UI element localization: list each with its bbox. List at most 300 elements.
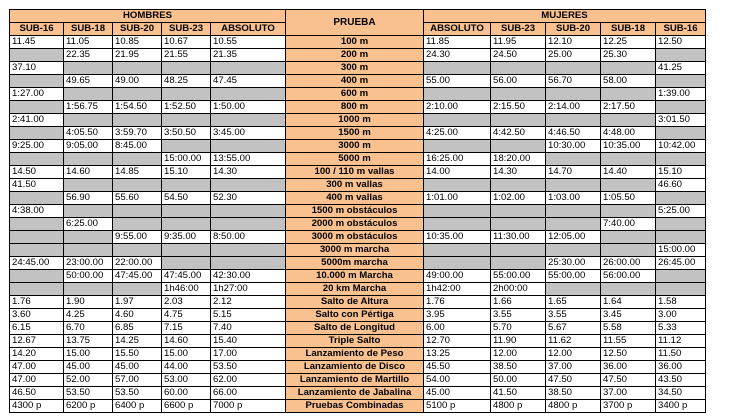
mujeres-mark-cell (491, 88, 546, 101)
hombres-mark-cell: 53.00 (162, 374, 211, 387)
hombres-mark-cell: 54.50 (162, 192, 211, 205)
hombres-mark-cell: 1:27.00 (10, 88, 64, 101)
hombres-mark-cell: 4:38.00 (10, 205, 64, 218)
hombres-mark-cell: 1h46:00 (162, 283, 211, 296)
hombres-mark-cell (10, 231, 64, 244)
mujeres-mark-cell: 2:15.50 (491, 101, 546, 114)
hombres-mark-cell (162, 114, 211, 127)
mujeres-mark-cell: 58.00 (601, 75, 656, 88)
mujeres-mark-cell: 1:05.50 (601, 192, 656, 205)
hombres-mark-cell: 3:45.00 (211, 127, 286, 140)
hombres-mark-cell: 3:50.50 (162, 127, 211, 140)
hombres-mark-cell (113, 179, 162, 192)
hombres-mark-cell: 1h27:00 (211, 283, 286, 296)
hombres-mark-cell: 14.20 (10, 348, 64, 361)
hombres-mark-cell: 14.50 (10, 166, 64, 179)
mujeres-mark-cell: 11.50 (656, 348, 706, 361)
hombres-mark-cell: 8:50.00 (211, 231, 286, 244)
mujeres-mark-cell: 3400 p (656, 400, 706, 413)
hombres-mark-cell: 11.45 (10, 36, 64, 49)
mujeres-mark-cell: 49:00.00 (424, 270, 491, 283)
hombres-mark-cell: 53.50 (211, 361, 286, 374)
table-row (10, 166, 706, 179)
mujeres-mark-cell: 37.00 (546, 361, 601, 374)
hombres-mark-cell (10, 127, 64, 140)
mujeres-mark-cell (546, 244, 601, 257)
table-row (10, 218, 706, 231)
mujeres-mark-cell: 12.25 (601, 36, 656, 49)
mujeres-mark-cell: 24.50 (491, 49, 546, 62)
hombres-mark-cell: 2:41.00 (10, 114, 64, 127)
mujeres-mark-cell: 10:42.00 (656, 140, 706, 153)
hombres-mark-cell (10, 192, 64, 205)
hombres-mark-cell (64, 114, 113, 127)
mujeres-mark-cell (491, 114, 546, 127)
mujeres-mark-cell: 7:40.00 (601, 218, 656, 231)
mujeres-mark-cell (424, 114, 491, 127)
table-row (10, 140, 706, 153)
hombres-mark-cell: 6600 p (162, 400, 211, 413)
event-name-cell: 400 m vallas (286, 192, 424, 205)
hombres-mark-cell: 24:45.00 (10, 257, 64, 270)
event-name-cell: 3000 m (286, 140, 424, 153)
mujeres-mark-cell: 56.70 (546, 75, 601, 88)
mujeres-mark-cell: 3700 p (601, 400, 656, 413)
event-name-cell: 100 m (286, 36, 424, 49)
table-row (10, 179, 706, 192)
mujeres-mark-cell: 3:01.50 (656, 114, 706, 127)
hombres-mark-cell (211, 140, 286, 153)
mujeres-mark-cell: 11.85 (424, 36, 491, 49)
mujeres-mark-cell: 4:42.50 (491, 127, 546, 140)
mujeres-mark-cell: 18:20.00 (491, 153, 546, 166)
mujeres-mark-cell: 4800 p (546, 400, 601, 413)
hombres-mark-cell: 7000 p (211, 400, 286, 413)
table-row (10, 322, 706, 335)
mujeres-mark-cell: 3.95 (424, 309, 491, 322)
mujeres-mark-cell: 14.70 (546, 166, 601, 179)
mujeres-mark-cell: 12.10 (546, 36, 601, 49)
hombres-mark-cell: 42:30.00 (211, 270, 286, 283)
mujeres-mark-cell: 56:00.00 (601, 270, 656, 283)
mujeres-mark-cell: 5.33 (656, 322, 706, 335)
mujeres-mark-cell: 14.00 (424, 166, 491, 179)
hombres-mark-cell (64, 62, 113, 75)
hombres-category-header: ABSOLUTO (211, 23, 286, 36)
mujeres-mark-cell: 1.66 (491, 296, 546, 309)
hombres-mark-cell: 1.90 (64, 296, 113, 309)
event-name-cell: 200 m (286, 49, 424, 62)
mujeres-mark-cell (601, 231, 656, 244)
mujeres-mark-cell (601, 153, 656, 166)
mujeres-mark-cell (491, 140, 546, 153)
mujeres-mark-cell: 11.55 (601, 335, 656, 348)
hombres-mark-cell: 53.50 (64, 387, 113, 400)
mujeres-mark-cell: 38.50 (546, 387, 601, 400)
mujeres-mark-cell: 46.60 (656, 179, 706, 192)
table-row (10, 205, 706, 218)
mujeres-mark-cell (424, 257, 491, 270)
hombres-mark-cell: 15.40 (211, 335, 286, 348)
hombres-mark-cell: 21.95 (113, 49, 162, 62)
mujeres-mark-cell: 14.40 (601, 166, 656, 179)
hombres-mark-cell: 13.75 (64, 335, 113, 348)
hombres-mark-cell: 3.60 (10, 309, 64, 322)
mujeres-mark-cell: 36.00 (656, 361, 706, 374)
mujeres-mark-cell: 5.67 (546, 322, 601, 335)
hombres-mark-cell: 23:00.00 (64, 257, 113, 270)
hombres-mark-cell: 47.00 (10, 374, 64, 387)
table-row (10, 88, 706, 101)
mujeres-mark-cell: 12.00 (546, 348, 601, 361)
mujeres-mark-cell: 47.50 (546, 374, 601, 387)
mujeres-mark-cell (491, 179, 546, 192)
hombres-mark-cell: 6.70 (64, 322, 113, 335)
table-row (10, 374, 706, 387)
hombres-mark-cell: 11.05 (64, 36, 113, 49)
hombres-mark-cell: 60.00 (162, 387, 211, 400)
hombres-mark-cell: 9:05.00 (64, 140, 113, 153)
hombres-mark-cell: 49.65 (64, 75, 113, 88)
table-row (10, 192, 706, 205)
mujeres-mark-cell: 37.00 (601, 387, 656, 400)
hombres-mark-cell: 1:50.00 (211, 101, 286, 114)
hombres-mark-cell: 48.25 (162, 75, 211, 88)
hombres-mark-cell (64, 179, 113, 192)
mujeres-mark-cell: 45.50 (424, 361, 491, 374)
mujeres-mark-cell: 12.50 (601, 348, 656, 361)
hombres-mark-cell: 22.35 (64, 49, 113, 62)
event-name-cell: 5000 m (286, 153, 424, 166)
mujeres-mark-cell: 24.30 (424, 49, 491, 62)
mujeres-mark-cell: 41.50 (491, 387, 546, 400)
mujeres-mark-cell (656, 153, 706, 166)
hombres-mark-cell: 6400 p (113, 400, 162, 413)
mujeres-mark-cell: 6.00 (424, 322, 491, 335)
mujeres-mark-cell (656, 49, 706, 62)
hombres-mark-cell (113, 283, 162, 296)
hombres-mark-cell (162, 88, 211, 101)
mujeres-mark-cell: 54.00 (424, 374, 491, 387)
hombres-mark-cell: 7.40 (211, 322, 286, 335)
hombres-mark-cell: 37.10 (10, 62, 64, 75)
mujeres-mark-cell (424, 218, 491, 231)
table-row (10, 244, 706, 257)
mujeres-mark-cell: 55.00 (424, 75, 491, 88)
hombres-mark-cell: 14.60 (64, 166, 113, 179)
hombres-mark-cell (64, 153, 113, 166)
marks-table-body (10, 36, 706, 413)
mujeres-mark-cell: 1:02.00 (491, 192, 546, 205)
mujeres-mark-cell (491, 205, 546, 218)
event-name-cell: 300 m (286, 62, 424, 75)
hombres-mark-cell: 47.00 (10, 361, 64, 374)
hombres-mark-cell: 9:55.00 (113, 231, 162, 244)
mujeres-mark-cell (546, 179, 601, 192)
mujeres-mark-cell: 4800 p (491, 400, 546, 413)
mujeres-mark-cell: 12.70 (424, 335, 491, 348)
hombres-mark-cell (162, 62, 211, 75)
mujeres-mark-cell: 11.95 (491, 36, 546, 49)
mujeres-mark-cell: 56.00 (491, 75, 546, 88)
hombres-mark-cell: 44.00 (162, 361, 211, 374)
mujeres-mark-cell (656, 75, 706, 88)
mujeres-mark-cell: 36.00 (601, 361, 656, 374)
hombres-mark-cell: 15.10 (162, 166, 211, 179)
hombres-mark-cell (211, 179, 286, 192)
event-name-cell: 800 m (286, 101, 424, 114)
mujeres-mark-cell: 4:46.50 (546, 127, 601, 140)
mujeres-header: MUJERES (424, 10, 706, 23)
mujeres-category-header: SUB-18 (601, 23, 656, 36)
mujeres-mark-cell (546, 62, 601, 75)
mujeres-mark-cell: 11.90 (491, 335, 546, 348)
hombres-mark-cell: 49.00 (113, 75, 162, 88)
hombres-mark-cell: 47.45 (211, 75, 286, 88)
table-row (10, 257, 706, 270)
hombres-mark-cell (211, 218, 286, 231)
mujeres-mark-cell: 25:30.00 (546, 257, 601, 270)
mujeres-mark-cell (656, 231, 706, 244)
hombres-mark-cell: 6200 p (64, 400, 113, 413)
mujeres-mark-cell: 2:10.00 (424, 101, 491, 114)
hombres-mark-cell: 15.00 (64, 348, 113, 361)
event-name-cell: 3000 m marcha (286, 244, 424, 257)
hombres-mark-cell: 8:45.00 (113, 140, 162, 153)
hombres-mark-cell: 5.15 (211, 309, 286, 322)
mujeres-category-header: SUB-23 (491, 23, 546, 36)
hombres-mark-cell: 12.67 (10, 335, 64, 348)
event-name-cell: 400 m (286, 75, 424, 88)
mujeres-mark-cell (601, 179, 656, 192)
hombres-mark-cell (113, 62, 162, 75)
hombres-mark-cell: 14.60 (162, 335, 211, 348)
mujeres-mark-cell (546, 218, 601, 231)
hombres-mark-cell (211, 88, 286, 101)
hombres-mark-cell (64, 88, 113, 101)
table-row (10, 36, 706, 49)
hombres-mark-cell (64, 205, 113, 218)
hombres-mark-cell: 4.25 (64, 309, 113, 322)
table-row (10, 62, 706, 75)
hombres-mark-cell: 56.90 (64, 192, 113, 205)
mujeres-mark-cell: 25.00 (546, 49, 601, 62)
hombres-mark-cell: 41.50 (10, 179, 64, 192)
hombres-mark-cell: 15.50 (113, 348, 162, 361)
table-row (10, 114, 706, 127)
mujeres-category-header: SUB-20 (546, 23, 601, 36)
hombres-mark-cell (64, 244, 113, 257)
event-name-cell: Salto con Pértiga (286, 309, 424, 322)
mujeres-mark-cell (424, 179, 491, 192)
hombres-mark-cell (10, 283, 64, 296)
mujeres-mark-cell (601, 114, 656, 127)
mujeres-mark-cell (546, 205, 601, 218)
event-name-cell: 100 / 110 m vallas (286, 166, 424, 179)
table-row (10, 348, 706, 361)
mujeres-mark-cell: 2h00:00 (491, 283, 546, 296)
hombres-mark-cell (162, 244, 211, 257)
hombres-mark-cell (211, 114, 286, 127)
mujeres-mark-cell (424, 88, 491, 101)
hombres-mark-cell: 14.85 (113, 166, 162, 179)
hombres-category-header: SUB-20 (113, 23, 162, 36)
mujeres-mark-cell (656, 283, 706, 296)
hombres-mark-cell: 1:54.50 (113, 101, 162, 114)
table-row (10, 127, 706, 140)
mujeres-mark-cell: 1:01.00 (424, 192, 491, 205)
event-name-cell: Salto de Longitud (286, 322, 424, 335)
hombres-mark-cell: 1:56.75 (64, 101, 113, 114)
marks-table (9, 9, 706, 413)
hombres-mark-cell (10, 101, 64, 114)
mujeres-mark-cell (656, 127, 706, 140)
hombres-mark-cell: 47:45.00 (113, 270, 162, 283)
hombres-mark-cell: 15:00.00 (162, 153, 211, 166)
hombres-mark-cell: 47:45.00 (162, 270, 211, 283)
mujeres-mark-cell (424, 140, 491, 153)
mujeres-mark-cell: 11.12 (656, 335, 706, 348)
mujeres-mark-cell (424, 244, 491, 257)
mujeres-mark-cell: 1.76 (424, 296, 491, 309)
hombres-mark-cell: 4300 p (10, 400, 64, 413)
hombres-mark-cell (211, 244, 286, 257)
event-name-cell: 1000 m (286, 114, 424, 127)
hombres-mark-cell: 22:00.00 (113, 257, 162, 270)
event-name-cell: 1500 m obstáculos (286, 205, 424, 218)
table-row (10, 49, 706, 62)
mujeres-mark-cell: 3.00 (656, 309, 706, 322)
hombres-mark-cell: 9:35.00 (162, 231, 211, 244)
hombres-mark-cell (10, 49, 64, 62)
mujeres-mark-cell: 4:48.00 (601, 127, 656, 140)
mujeres-mark-cell: 55:00.00 (546, 270, 601, 283)
hombres-mark-cell: 17.00 (211, 348, 286, 361)
hombres-mark-cell: 4.75 (162, 309, 211, 322)
table-row (10, 296, 706, 309)
event-name-cell: 5000m marcha (286, 257, 424, 270)
hombres-mark-cell (162, 179, 211, 192)
event-name-cell: Lanzamiento de Peso (286, 348, 424, 361)
mujeres-mark-cell: 1:03.00 (546, 192, 601, 205)
event-name-cell: Triple Salto (286, 335, 424, 348)
mujeres-mark-cell (656, 218, 706, 231)
hombres-mark-cell: 52.00 (64, 374, 113, 387)
hombres-mark-cell: 46.50 (10, 387, 64, 400)
event-name-cell: 3000 m obstáculos (286, 231, 424, 244)
mujeres-mark-cell: 16:25.00 (424, 153, 491, 166)
mujeres-mark-cell: 1:39.00 (656, 88, 706, 101)
hombres-mark-cell: 52.30 (211, 192, 286, 205)
mujeres-mark-cell: 3.55 (546, 309, 601, 322)
mujeres-mark-cell: 14.30 (491, 166, 546, 179)
mujeres-mark-cell: 1.65 (546, 296, 601, 309)
table-row (10, 335, 706, 348)
mujeres-mark-cell (601, 244, 656, 257)
table-row (10, 75, 706, 88)
mujeres-mark-cell (656, 270, 706, 283)
hombres-mark-cell (113, 218, 162, 231)
hombres-mark-cell: 1.97 (113, 296, 162, 309)
mujeres-mark-cell: 13.25 (424, 348, 491, 361)
mujeres-mark-cell (601, 62, 656, 75)
mujeres-mark-cell (656, 192, 706, 205)
hombres-mark-cell: 14.25 (113, 335, 162, 348)
table-row (10, 101, 706, 114)
mujeres-mark-cell: 34.50 (656, 387, 706, 400)
hombres-mark-cell: 1.76 (10, 296, 64, 309)
mujeres-mark-cell: 11:30.00 (491, 231, 546, 244)
hombres-mark-cell (162, 140, 211, 153)
mujeres-mark-cell: 15.10 (656, 166, 706, 179)
mujeres-mark-cell: 26:45.00 (656, 257, 706, 270)
hombres-mark-cell: 10.67 (162, 36, 211, 49)
event-name-cell: 300 m vallas (286, 179, 424, 192)
hombres-mark-cell: 45.00 (113, 361, 162, 374)
hombres-mark-cell: 7.15 (162, 322, 211, 335)
hombres-category-header: SUB-18 (64, 23, 113, 36)
mujeres-mark-cell (546, 283, 601, 296)
hombres-mark-cell (211, 257, 286, 270)
mujeres-mark-cell (491, 257, 546, 270)
hombres-mark-cell (162, 257, 211, 270)
hombres-mark-cell: 2.12 (211, 296, 286, 309)
event-name-cell: Lanzamiento de Martillo (286, 374, 424, 387)
mujeres-mark-cell: 25.30 (601, 49, 656, 62)
hombres-mark-cell: 53.50 (113, 387, 162, 400)
hombres-mark-cell: 9:25.00 (10, 140, 64, 153)
table-row (10, 361, 706, 374)
mujeres-mark-cell: 12.00 (491, 348, 546, 361)
hombres-mark-cell: 55.60 (113, 192, 162, 205)
group-header-row (10, 10, 706, 23)
mujeres-mark-cell: 12.50 (656, 36, 706, 49)
hombres-mark-cell: 3:59.70 (113, 127, 162, 140)
hombres-mark-cell (10, 270, 64, 283)
hombres-mark-cell: 1:52.50 (162, 101, 211, 114)
mujeres-mark-cell (546, 114, 601, 127)
hombres-mark-cell: 45.00 (64, 361, 113, 374)
mujeres-mark-cell: 43.50 (656, 374, 706, 387)
hombres-mark-cell: 14.30 (211, 166, 286, 179)
table-row (10, 387, 706, 400)
hombres-mark-cell (211, 62, 286, 75)
mujeres-mark-cell (424, 205, 491, 218)
mujeres-mark-cell: 26:00.00 (601, 257, 656, 270)
mujeres-mark-cell (491, 62, 546, 75)
mujeres-mark-cell: 11.62 (546, 335, 601, 348)
mujeres-mark-cell (546, 88, 601, 101)
hombres-mark-cell (113, 114, 162, 127)
mujeres-mark-cell: 3.55 (491, 309, 546, 322)
mujeres-mark-cell: 41.25 (656, 62, 706, 75)
table-row (10, 309, 706, 322)
mujeres-mark-cell: 3.45 (601, 309, 656, 322)
hombres-mark-cell (10, 153, 64, 166)
mujeres-mark-cell: 47.50 (601, 374, 656, 387)
table-row (10, 153, 706, 166)
mujeres-mark-cell: 2:17.50 (601, 101, 656, 114)
hombres-category-header: SUB-16 (10, 23, 64, 36)
event-name-cell: Lanzamiento de Jabalina (286, 387, 424, 400)
hombres-mark-cell (10, 244, 64, 257)
mujeres-mark-cell: 10:35.00 (424, 231, 491, 244)
table-row (10, 270, 706, 283)
mujeres-mark-cell: 5.58 (601, 322, 656, 335)
hombres-mark-cell: 57.00 (113, 374, 162, 387)
mujeres-mark-cell (491, 244, 546, 257)
event-name-cell: 600 m (286, 88, 424, 101)
